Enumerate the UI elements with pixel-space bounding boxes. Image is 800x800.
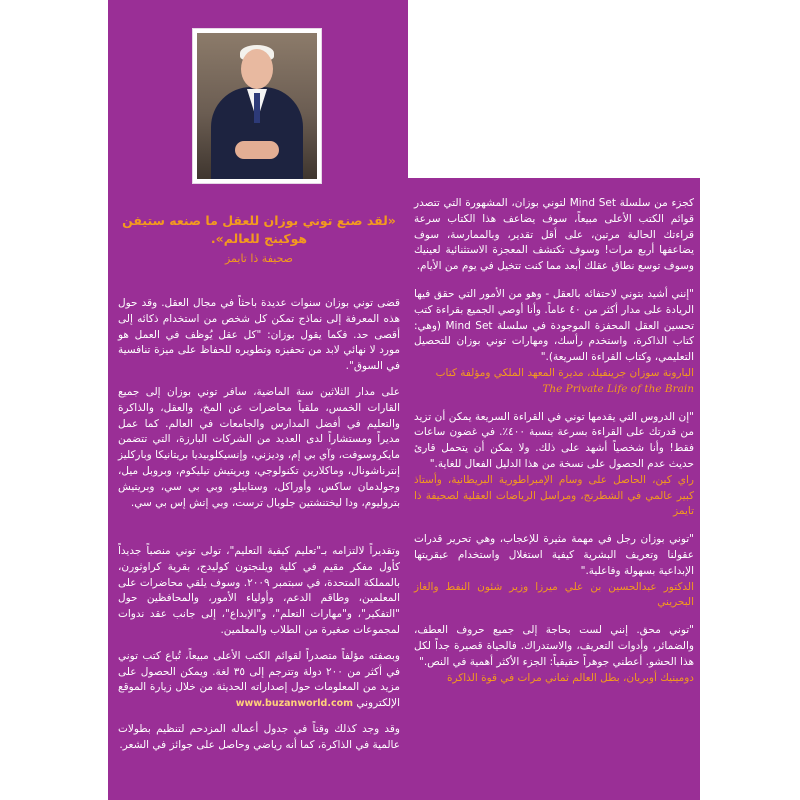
headline-source: صحيفة ذا تايمز — [224, 252, 294, 265]
website-link[interactable]: www.buzanworld.com — [235, 698, 354, 710]
quote-greenfield: "إنني أشيد بتوني لاحتفائه بالعقل - وهو من الأمور التي حقق فيها الريادة على مدار أكثر من ٤٠ عاماً. وأنا أوصي الجميع بقراءة كتب تحسين العقل المحفزة الموجودة في سلسلة Mind Set (وهي: كتاب الذاكرة، واستخدم رأسك، ومهارات توني بوزان للتحصيل التعليمي، وكتاب القراءة السريعة)." — [414, 287, 694, 364]
quote-keene: "إن الدروس التي يقدمها توني في القراءة السريعة يمكن أن تزيد من قدرتك على القراءة بسرعة بنسبة ٤٠٠٪. في غضون ساعات فقط! وأنا شخصياً أشهد على ذلك. ولا يمكن أن يتحمل قارئ حديث عدم الحصول على نسخة من هذا الدليل الفعال للغاية." — [414, 410, 695, 470]
bio-paragraph-4-text: وبصفته مؤلفاً متصدراً لقوائم الكتب الأعلى مبيعاً، تُباع كتب توني في أكثر من ٢٠٠ دولة وتترجم إلى ٣٥ لغة. ويمكن الحصول على مزيد من المعلومات حول إصداراته الحديثة من خلال زيارة الموقع الإلكتروني — [118, 649, 401, 710]
bio-paragraph-3: وتقديراً لالتزامه بـ"تعليم كيفية التعليم"، تولى توني منصباً جديداً كأول مفكر مقيم في كلية ويلنجتون كوليدج، بقرية كراوثورن، بالمملكة المتحدة، في سبتمبر ٢٠٠٩. وسوف يلقي محاضرات على المعلمين، وطاقم الدعم، وأولياء الأمور، والمحافظين حول "التفكير"، و"مهارات التعلم"، و"الإبداع"، إلى جانب عقد ندوات لمجموعات صغيرة من الطلاب والمعلمين. — [118, 545, 400, 636]
bio-paragraph-1: قضى توني بوزان سنوات عديدة باحثاً في مجال العقل. وقد حول هذه المعرفة إلى نماذج تمكن كل شخص من استخدام ذكائه إلى أقصى حد. فكما يقول بوزان: "كل عقل يُوظف في العمل هو مورد لا نهائي لابد من تحفيزه وتطويره للحفاظ على ميزة تنافسية في السوق". — [118, 297, 400, 373]
quote-keene-source: راي كين، الحاصل على وسام الإمبراطورية البريطانية، وأستاذ كبير عالمي في الشطرنج، ومراسل الرياضات العقلية لصحيفة ذا تايمز — [414, 473, 694, 518]
bio-paragraph-5: وقد وجد كذلك وقتاً في جدول أعماله المزدحم لتنظيم بطولات عالمية في الذاكرة، كما أنه رياضي وحاصل على جوائز في الشعر. — [118, 722, 400, 751]
intro-paragraph: كجزء من سلسلة Mind Set لتوني بوزان، المشهورة التي تتصدر قوائم الكتب الأعلى مبيعاً، سوف يضاعف هذا الكتاب سرعة قراءتك الحالية مرتين، على أقل تقدير، وبالممارسة، سوف يضاعفها أربع مرات! وسوف تكتشف المعجزة الاستثنائية لعينيك وسوف توسع نطاق عقلك أبعد مما كنت تتخيل في يوم من الأيام. — [414, 197, 694, 273]
left-bio-block-2 — [118, 544, 400, 754]
headline-quote: «لقد صنع توني بوزان للعقل ما صنعه ستيفن هوكينج للعالم». — [122, 213, 396, 246]
quote-greenfield-book: The Private Life of the Brain — [542, 382, 694, 395]
left-bio-block — [118, 296, 400, 511]
left-headline-block — [118, 212, 400, 267]
author-photo — [192, 28, 322, 184]
bio-paragraph-4 — [118, 649, 400, 712]
quote-obrien: "توني محق. إنني لست بحاجة إلى جميع حروف العطف، والضمائر، وأدوات التعريف، والاستدراك. فالحياة قصيرة جداً لكل هذا الحشو. أعطني جوهراً حقيقياً: الجزء الأكثر أهمية في النص." — [414, 624, 694, 668]
quote-obrien-source: دومينيك أوبريان، بطل العالم ثماني مرات في قوة الذاكرة — [446, 671, 694, 684]
bio-paragraph-2: على مدار الثلاثين سنة الماضية، سافر توني بوزان إلى جميع القارات الخمس، ملقياً محاضرات عن المخ، والعقل، والذاكرة والتعليم في أفضل المدارس والجامعات في العالم. كما عمل مديراً ومستشاراً لدى العديد من الشركات البارزة، التي تتضمن مايكروسوفت، وآي بي إم، وديزني، وإنسيكلوبيديا بريتانيكا وباركليز إنترناشونال، وماكلارين تكنولوجي، وبريتيش تيليكوم، وبروبل ميل، وجولدمان ساكس، وأوراكل، وستابيلو، وبي بي سي، وبريتيش بتروليوم، ودا ليختنشتين جلوبال ترست، وبي إتش إس بي سي. — [118, 385, 400, 509]
quote-mirza: "توني بوزان رجل في مهمة مثيرة للإعجاب، وهي تحرير قدرات عقولنا وتعريف البشرية كيفية استغلال واستخدام عبقريتها الإبداعية بسهولة وفاعلية." — [414, 533, 694, 577]
right-blurbs-block — [414, 196, 694, 686]
quote-greenfield-source: البارونة سوزان جرينفيلد، مديرة المعهد الملكي ومؤلفة كتاب — [435, 366, 694, 379]
quote-mirza-source: الدكتور عبدالحسين بن علي ميرزا وزير شئون النفط والغاز البحريني — [414, 580, 694, 609]
